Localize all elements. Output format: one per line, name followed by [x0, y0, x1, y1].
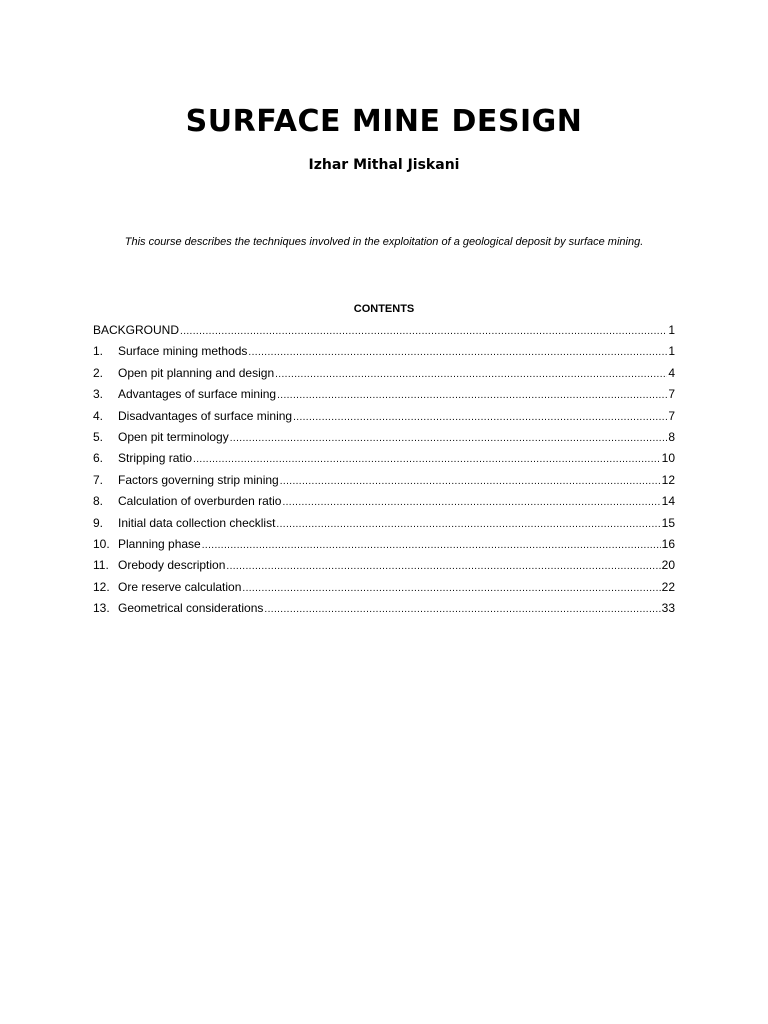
toc-entry-page: 7	[668, 408, 675, 423]
toc-dot-leader	[226, 556, 660, 577]
toc-entry-label: Surface mining methods	[118, 344, 248, 359]
toc-entry-page: 10	[661, 451, 675, 466]
toc-entry-label: BACKGROUND	[93, 323, 180, 337]
toc-dot-leader	[248, 342, 667, 363]
toc-entry[interactable]	[93, 427, 675, 448]
toc-entry-number: 3.	[93, 387, 104, 402]
toc-entry-label: Initial data collection checklist	[118, 515, 276, 530]
toc-entry-page: 4	[668, 365, 675, 380]
toc-entry-number: 9.	[93, 515, 104, 530]
toc-dot-leader	[264, 599, 660, 620]
toc-entry-label: Open pit planning and design	[118, 365, 275, 380]
toc-dot-leader	[180, 321, 667, 342]
toc-entry-page: 33	[661, 601, 675, 616]
toc-entry[interactable]	[93, 513, 675, 534]
toc-dot-leader	[230, 428, 668, 449]
toc-entry[interactable]	[93, 406, 675, 427]
toc-entry-number: 5.	[93, 429, 104, 444]
toc-entry-number: 8.	[93, 494, 104, 509]
toc-entry-number: 7.	[93, 472, 104, 487]
toc-entry-label: Disadvantages of surface mining	[118, 408, 293, 423]
document-author: Izhar Mithal Jiskani	[308, 157, 460, 173]
toc-dot-leader	[242, 578, 660, 599]
toc-entry-page: 1	[668, 323, 675, 337]
toc-entry-number: 13.	[93, 601, 110, 616]
toc-entry[interactable]	[93, 341, 675, 362]
toc-entry-label: Advantages of surface mining	[118, 387, 277, 402]
toc-dot-leader	[275, 364, 667, 385]
toc-entry[interactable]	[93, 491, 675, 512]
toc-entry-label: Stripping ratio	[118, 451, 193, 466]
toc-entry-background[interactable]	[93, 320, 675, 341]
toc-entry[interactable]	[93, 384, 675, 405]
toc-entry-number: 10.	[93, 536, 110, 551]
toc-entry-label: Planning phase	[118, 536, 201, 551]
document-title: SURFACE MINE DESIGN	[185, 104, 583, 139]
toc-entry[interactable]	[93, 363, 675, 384]
toc-dot-leader	[293, 407, 667, 428]
toc-entry-page: 1	[668, 344, 675, 359]
toc-entry-page: 22	[661, 579, 675, 594]
toc-entry-page: 8	[668, 429, 675, 444]
toc-entry-number: 6.	[93, 451, 104, 466]
toc-entry-label: Orebody description	[118, 558, 226, 573]
toc-dot-leader	[282, 492, 660, 513]
toc-entry[interactable]	[93, 448, 675, 469]
toc-entry-page: 20	[661, 558, 675, 573]
toc-dot-leader	[202, 535, 661, 556]
toc-dot-leader	[193, 449, 661, 470]
toc-entry-number: 12.	[93, 579, 110, 594]
contents-heading: CONTENTS	[353, 303, 415, 315]
toc-entry-label: Ore reserve calculation	[118, 579, 242, 594]
toc-dot-leader	[277, 385, 667, 406]
toc-entry-page: 14	[661, 494, 675, 509]
toc-entry-page: 7	[668, 387, 675, 402]
toc-entry-number: 2.	[93, 365, 104, 380]
toc-entry-number: 1.	[93, 344, 104, 359]
toc-entry[interactable]	[93, 598, 675, 619]
toc-entry[interactable]	[93, 470, 675, 491]
toc-entry-label: Open pit terminology	[118, 429, 229, 444]
toc-entry-number: 11.	[93, 558, 109, 573]
toc-entry-page: 12	[661, 472, 675, 487]
toc-entry-number: 4.	[93, 408, 104, 423]
toc-entry[interactable]	[93, 577, 675, 598]
toc-entry[interactable]	[93, 534, 675, 555]
toc-entry[interactable]	[93, 555, 675, 576]
course-description: This course describes the techniques involved in the exploitation of a geological deposit by surface mining.	[124, 236, 644, 248]
toc-entry-label: Factors governing strip mining	[118, 472, 279, 487]
toc-entry-page: 15	[661, 515, 675, 530]
table-of-contents	[93, 320, 675, 619]
toc-entry-label: Geometrical considerations	[118, 601, 264, 616]
toc-dot-leader	[280, 471, 661, 492]
toc-dot-leader	[276, 514, 660, 535]
toc-entry-label: Calculation of overburden ratio	[118, 494, 282, 509]
toc-entry-page: 16	[661, 536, 675, 551]
